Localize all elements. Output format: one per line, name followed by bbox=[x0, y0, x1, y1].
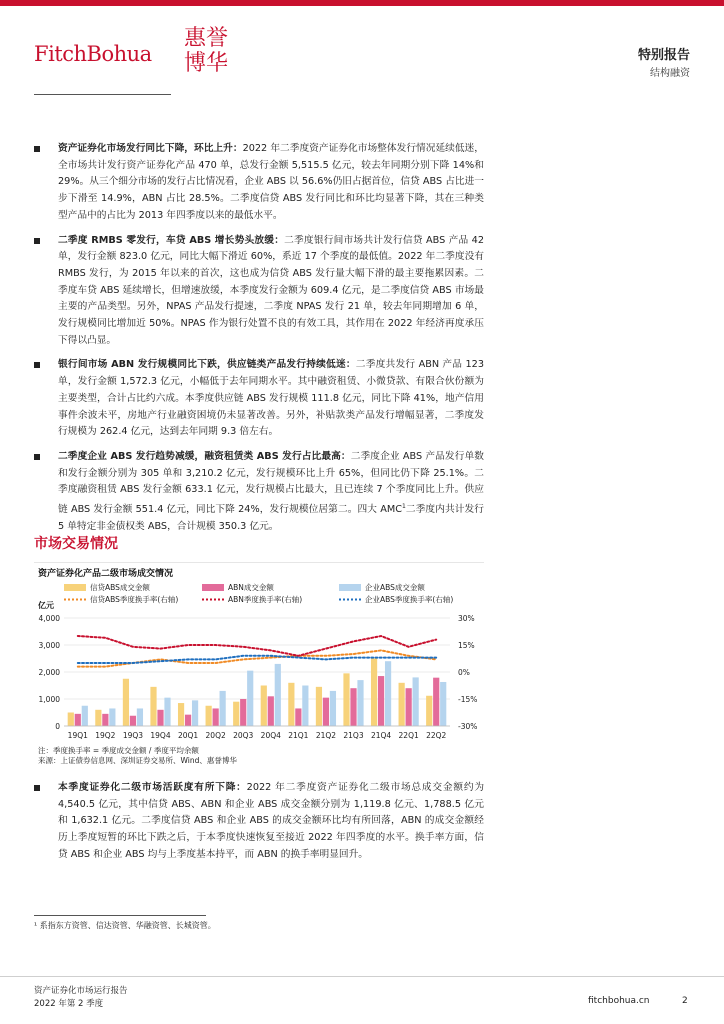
bullet-marker bbox=[34, 362, 40, 368]
y2-tick-label: 30% bbox=[458, 614, 475, 623]
legend-item-abs bbox=[339, 582, 425, 592]
bar-abn-21q4 bbox=[378, 676, 384, 726]
footnote-ref[interactable]: 1 bbox=[401, 503, 406, 511]
line-abs bbox=[78, 656, 436, 663]
line-abs bbox=[78, 650, 436, 666]
bullet-marker bbox=[34, 785, 40, 791]
legend-item-abs bbox=[64, 594, 178, 604]
legend-swatch bbox=[202, 584, 224, 591]
bar-abs-21q4 bbox=[371, 659, 377, 727]
bullet-body: 2022 年二季度资产证券化市场整体发行情况延续低迷，全市场共计发行资产证券化产品 470 单，总发行金额 5,515.5 亿元，较去年同期分别下降 14%和 29%。从三个细分市场的发行占比情况看，企业 ABS 以 56.6%仍旧占据首位，信贷 ABS 占比进一步下滑至 14.9%，ABN 占比 28.5%。二季度信贷 ABS 发行同比和环比均显著下降，其在三种类型产品中的占比为 2013 年四季度以来的最低水平。 bbox=[58, 143, 484, 221]
line-abn bbox=[78, 636, 436, 656]
x-tick-label: 19Q4 bbox=[150, 731, 171, 740]
legend-swatch bbox=[339, 584, 361, 591]
bar-abn-20q4 bbox=[268, 696, 274, 726]
bar-abs-20q3 bbox=[247, 671, 253, 726]
footnote-divider bbox=[34, 915, 206, 916]
bullet-heading: 资产证券化市场发行同比下降，环比上升： bbox=[58, 143, 243, 154]
bar-abs-22q1 bbox=[413, 677, 419, 726]
legend-label: 企业ABS成交金额 bbox=[365, 583, 425, 592]
y-tick-label: 0 bbox=[55, 722, 60, 731]
secondary-market-chart bbox=[34, 578, 484, 746]
y-tick-label: 4,000 bbox=[38, 614, 60, 623]
bullet-heading: 二季度企业 ABS 发行趋势减缓，融资租赁类 ABS 发行占比最高： bbox=[58, 450, 351, 462]
top-accent-bar bbox=[0, 0, 724, 6]
secondary-market-bullets bbox=[34, 780, 484, 872]
section-title-market-trading: 市场交易情况 bbox=[34, 536, 118, 552]
chart-top-rule bbox=[34, 562, 484, 563]
legend-label: ABN成交金额 bbox=[228, 583, 274, 592]
y2-tick-label: 0% bbox=[458, 668, 470, 677]
x-tick-label: 22Q2 bbox=[426, 731, 447, 740]
x-tick-label: 20Q4 bbox=[260, 731, 281, 740]
bar-abs-20q1 bbox=[178, 703, 184, 726]
legend-label: 企业ABS季度换手率(右轴) bbox=[365, 595, 454, 604]
bar-abn-19q1 bbox=[75, 714, 81, 726]
x-tick-label: 20Q1 bbox=[177, 731, 199, 740]
x-tick-label: 20Q2 bbox=[205, 731, 226, 740]
bullet-marker bbox=[34, 238, 40, 244]
bar-abn-19q4 bbox=[157, 710, 163, 726]
bar-abn-20q2 bbox=[213, 708, 219, 726]
y2-tick-label: 15% bbox=[458, 641, 475, 650]
bullet-body: 二季度银行间市场共计发行信贷 ABS 产品 42 单，发行金额 823.0 亿元，同比大幅下滑近 60%，系近 17 个季度的最低值。2022 年二季度没有 RMBS 发行，为 2015 年以来的首次，这也成为信贷 ABS 发行量大幅下滑的最主要拖累因素。二季度车贷 ABS 延续增长，但增速放缓，本季度发行金额为 609.4 亿元，是二季度信贷 ABS 市场最主要的产品类型。另外，NPAS 产品发行提速，二季度 NPAS 发行 21 单，较去年同期增加 6 单，发行规模同比增加近 50%。NPAS 作为银行处置不良的有效工具，其作用在 2022 年经济再度承压下得以凸显。 bbox=[58, 234, 484, 346]
legend-item-abn bbox=[202, 582, 274, 592]
bullet-heading: 银行间市场 ABN 发行规模同比下跌，供应链类产品发行持续低迷： bbox=[58, 359, 356, 371]
x-tick-label: 21Q3 bbox=[343, 731, 364, 740]
chart-bars bbox=[68, 659, 447, 727]
x-tick-label: 22Q1 bbox=[398, 731, 419, 740]
bullet-corporate-abs bbox=[34, 449, 484, 536]
logo-chinese: 惠誉博华 bbox=[184, 26, 229, 76]
x-tick-label: 20Q3 bbox=[233, 731, 254, 740]
chart-note-source: 来源：上证债券信息网、深圳证券交易所、Wind、惠誉博华 bbox=[38, 756, 237, 765]
x-tick-label: 21Q2 bbox=[315, 731, 337, 740]
chart-lines bbox=[78, 636, 436, 667]
bullet-body: 二季度共发行 ABN 产品 123 单，发行金额 1,572.3 亿元，小幅低于去年同期水平。其中融资租赁、小微贷款、有限合伙份额为主要类型，合计占比约六成。本季度供应链 ABS 发行规模 111.8 亿元，同比下降 41%，地产信用事件余波未平，房地产行业融资困境仍未显著改善。另外，补贴款类产品发行增幅显著，二季度发行规模为 262.4 亿元，达到去年同期 9.3 倍左右。 bbox=[58, 359, 485, 438]
report-type-title: 特别报告 bbox=[637, 48, 690, 63]
legend-label: 信贷ABS季度换手率(右轴) bbox=[90, 595, 179, 604]
legend-label: ABN季度换手率(右轴) bbox=[228, 595, 303, 604]
bar-abs-20q2 bbox=[220, 691, 226, 726]
bar-abs-22q2 bbox=[440, 682, 446, 726]
bar-abs-22q1 bbox=[399, 683, 405, 726]
bullet-marker bbox=[34, 146, 40, 152]
bar-abs-19q1 bbox=[82, 706, 88, 726]
bar-abn-22q2 bbox=[433, 678, 439, 726]
bullet-body: 2022 年二季度资产证券化二级市场总成交金额约为 4,540.5 亿元，其中信贷 ABS、ABN 和企业 ABS 成交金额分别为 1,119.8 亿元、1,788.5 亿元和 1,632.1 亿元。二季度信贷 ABS 和企业 ABS 的成交金额环比均有所回落，ABN 的成交金额经历上季度短暂的环比下跌之后，于本季度快速恢复至接近 2022 年四季度的水平。换手率方面，信贷 ABS 和企业 ABS 均与上季度基本持平，而 ABN 的换手率明显回升。 bbox=[58, 782, 485, 860]
logo-divider bbox=[34, 94, 171, 95]
y2-tick-label: -15% bbox=[458, 695, 478, 704]
bar-abn-19q3 bbox=[130, 716, 136, 726]
y-tick-label: 1,000 bbox=[38, 695, 60, 704]
bar-abs-19q3 bbox=[137, 708, 143, 726]
bar-abs-20q2 bbox=[206, 706, 212, 726]
bar-abs-19q4 bbox=[150, 687, 156, 726]
bullet-marker bbox=[34, 454, 40, 460]
chart-notes bbox=[38, 746, 237, 766]
bar-abs-21q4 bbox=[385, 661, 391, 726]
legend-item-abs bbox=[339, 594, 453, 604]
report-category: 结构融资 bbox=[650, 68, 690, 79]
bar-abs-19q3 bbox=[123, 679, 129, 726]
bar-abn-21q1 bbox=[295, 708, 301, 726]
x-tick-label: 19Q2 bbox=[95, 731, 116, 740]
footnote: ¹ 系指东方资管、信达资管、华融资管、长城资管。 bbox=[34, 921, 216, 930]
bar-abs-19q2 bbox=[95, 710, 101, 726]
bullet-issuance-overall bbox=[34, 141, 484, 225]
bar-abs-19q2 bbox=[109, 708, 115, 726]
bar-abs-21q2 bbox=[316, 687, 322, 726]
bar-abs-22q2 bbox=[426, 696, 432, 726]
bar-abn-19q2 bbox=[102, 714, 108, 726]
x-tick-label: 21Q4 bbox=[370, 731, 392, 740]
bar-abs-20q4 bbox=[275, 664, 281, 726]
y-axis-label: 亿元 bbox=[38, 601, 54, 610]
x-tick-label: 19Q1 bbox=[67, 731, 88, 740]
legend-item-abn bbox=[202, 594, 302, 604]
y-tick-label: 3,000 bbox=[38, 641, 60, 650]
bar-abs-21q1 bbox=[302, 686, 308, 727]
footer-divider bbox=[0, 976, 724, 977]
bar-abs-21q2 bbox=[330, 691, 336, 726]
bar-abn-21q2 bbox=[323, 698, 329, 726]
bar-abs-21q1 bbox=[288, 683, 294, 726]
chart-grid bbox=[64, 618, 450, 726]
legend-swatch bbox=[64, 584, 86, 591]
bar-abs-21q3 bbox=[357, 680, 363, 726]
footer-period: 2022 年第 2 季度 bbox=[34, 999, 104, 1009]
x-tick-label: 21Q1 bbox=[288, 731, 309, 740]
chart-legend bbox=[64, 582, 453, 604]
bar-abn-22q1 bbox=[406, 688, 412, 726]
bar-abn-21q3 bbox=[350, 688, 356, 726]
bar-abs-20q1 bbox=[192, 700, 198, 726]
logo-text: FitchBohua bbox=[34, 42, 152, 66]
bullet-heading: 二季度 RMBS 零发行，车贷 ABS 增长势头放缓： bbox=[58, 234, 285, 246]
bar-abn-20q3 bbox=[240, 699, 246, 726]
brand-logo bbox=[34, 28, 254, 88]
legend-label: 信贷ABS成交金额 bbox=[90, 583, 150, 592]
bullet-abn bbox=[34, 357, 484, 441]
bar-abs-21q3 bbox=[343, 673, 349, 726]
bullet-body-a: 二季度企业 ABS 产品发行单数和发行金额分别为 305 单和 3,210.2 亿元，发行规模环比上升 65%，但同比仍下降 25.1%。二季度融资租赁 ABS 发行金额 633.1 亿元，发行规模占比最大，且已连续 7 个季度同比上升。供应链 ABS 发行金额 551.4 亿元，同比下降 24%，发行规模位居第二。四大 AMC bbox=[58, 450, 484, 516]
chart-note-definition: 注：季度换手率 = 季度成交金额 / 季度平均余额 bbox=[38, 746, 199, 755]
bar-abs-20q4 bbox=[261, 686, 267, 727]
bar-abn-20q1 bbox=[185, 715, 191, 726]
bar-abs-20q3 bbox=[233, 702, 239, 726]
bar-abs-19q1 bbox=[68, 713, 74, 727]
bullet-heading: 本季度证券化二级市场活跃度有所下降： bbox=[58, 782, 247, 793]
bullet-body-b: 二季度内共计发行 5 单特定非金债权类 ABS，合计规模 350.3 亿元。 bbox=[58, 504, 484, 532]
y-tick-label: 2,000 bbox=[38, 668, 60, 677]
footer-website-link[interactable]: fitchbohua.cn bbox=[588, 996, 650, 1006]
y2-tick-label: -30% bbox=[458, 722, 478, 731]
bullet-secondary-activity bbox=[34, 780, 484, 864]
bar-abs-19q4 bbox=[164, 698, 170, 726]
page-number: 2 bbox=[682, 996, 688, 1006]
footer-report-name: 资产证券化市场运行报告 bbox=[34, 986, 128, 996]
chart-title: 资产证券化产品二级市场成交情况 bbox=[38, 569, 174, 579]
legend-item-abs bbox=[64, 582, 150, 592]
summary-bullets bbox=[34, 141, 484, 544]
x-tick-label: 19Q3 bbox=[122, 731, 144, 740]
bullet-rmbs-auto bbox=[34, 233, 484, 350]
